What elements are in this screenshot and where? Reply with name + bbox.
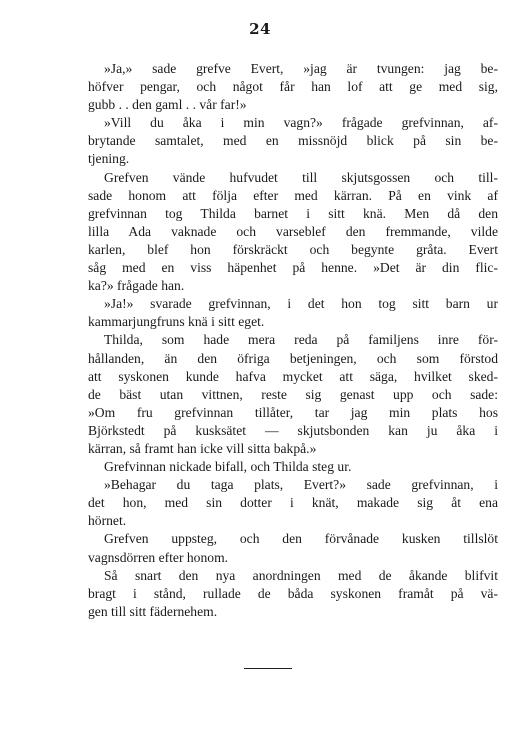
text-line: ka?» frågade han. [88, 278, 185, 294]
text-line: bragt i stånd, rullade de båda syskonen framåt på vä- [88, 585, 498, 601]
text-line: gubb . . den gaml . . vår far!» [88, 97, 247, 113]
text-line: hörnet. [88, 513, 127, 529]
text-line: »Om fru grefvinnan tillåter, tar jag min plats hos [88, 404, 498, 420]
text-line: höfver pengar, och något får han lof att ge med sig, [88, 79, 498, 95]
text-line: det hon, med sin dotter i knät, makade sig åt ena [88, 495, 498, 511]
text-line: Björkstedt på kusksätet — skjutsbonden kan ju åka i [88, 422, 498, 438]
text-line: »Vill du åka i min vagn?» frågade grefvinnan, af- [104, 115, 498, 131]
text-line: kärran, så framt han icke vill sitta bakpå.» [88, 440, 317, 456]
text-line: tjening. [88, 151, 130, 167]
text-line: »Ja,» sade grefve Evert, »jag är tvungen: jag be- [104, 61, 498, 76]
body-text [88, 60, 498, 621]
text-line: »Behagar du taga plats, Evert?» sade grefvinnan, i [104, 477, 498, 493]
text-line: karlen, blef hon förskräckt och begynte gråta. Evert [88, 241, 498, 257]
text-line: grefvinnan tog Thilda barnet i sitt knä. Men då den [88, 205, 498, 221]
text-line: vagnsdörren efter honom. [88, 549, 229, 565]
text-line: de bäst utan vittnen, reste sig genast upp och sade: [88, 386, 498, 402]
text-line: sade honom att följa efter med kärran. På en vink af [88, 187, 498, 203]
text-line: gen till sitt fädernehem. [88, 603, 218, 619]
text-line: hållanden, än den öfriga betjeningen, och som förstod [88, 350, 498, 366]
text-line: Så snart den nya anordningen med de åkande blifvit [104, 567, 498, 583]
text-line: Grefven uppsteg, och den förvånade kusken tillslöt [104, 531, 498, 547]
text-line: kammarjungfruns knä i sitt eget. [88, 314, 265, 330]
text-line: såg med en viss häpenhet på henne. »Det är din flic- [88, 260, 498, 276]
text-line: att syskonen kunde hafva mycket att säga, hvilket sked- [88, 368, 498, 384]
section-divider [244, 668, 292, 669]
text-line: »Ja!» svarade grefvinnan, i det hon tog sitt barn ur [104, 296, 498, 312]
text-line: Grefvinnan nickade bifall, och Thilda steg ur. [104, 459, 352, 475]
page-number: 24 [249, 20, 271, 38]
text-line: brytande samtalet, med en missnöjd blick på sin be- [88, 133, 498, 149]
text-line: Grefven vände hufvudet till skjutsgossen och till- [104, 169, 498, 185]
text-line: lilla Ada vaknade och varseblef den fremmande, vilde [88, 223, 498, 239]
text-line: Thilda, som hade mera reda på familjens inre för- [104, 332, 498, 348]
